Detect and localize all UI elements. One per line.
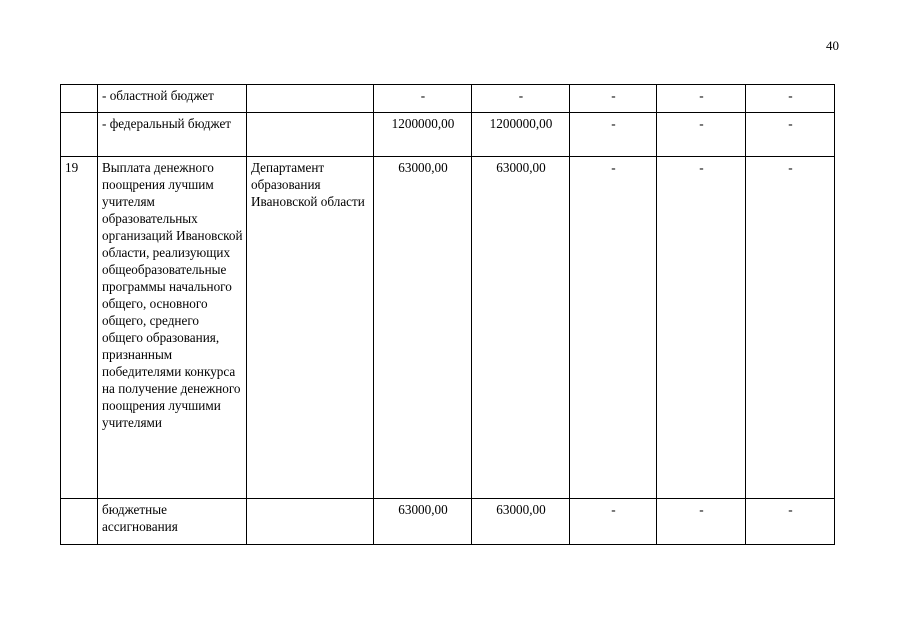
row-name: бюджетные ассигнования (98, 499, 247, 545)
row-value: 63000,00 (374, 499, 472, 545)
row-value: - (746, 157, 835, 499)
row-value: - (570, 157, 657, 499)
table-row (61, 113, 835, 157)
row-value: - (746, 85, 835, 113)
row-number: 19 (61, 157, 98, 499)
row-number (61, 85, 98, 113)
row-value: - (472, 85, 570, 113)
row-value: - (570, 85, 657, 113)
row-name: Выплата денежного поощрения лучшим учителям образовательных организаций Ивановской области, реализующих общеобразовательные программы начального общего, основного общего, среднего общего образования, признанным победителями конкурса на получение денежного поощрения лучшими учителями (98, 157, 247, 499)
row-value: 63000,00 (374, 157, 472, 499)
row-name: - областной бюджет (98, 85, 247, 113)
table-row (61, 85, 835, 113)
row-executor (247, 85, 374, 113)
row-value: - (746, 113, 835, 157)
row-name: - федеральный бюджет (98, 113, 247, 157)
row-value: 63000,00 (472, 499, 570, 545)
row-executor: Департамент образования Ивановской области (247, 157, 374, 499)
row-executor (247, 499, 374, 545)
row-value: 1200000,00 (472, 113, 570, 157)
row-number (61, 113, 98, 157)
row-value: - (570, 499, 657, 545)
row-value: - (657, 157, 746, 499)
row-number (61, 499, 98, 545)
page-number: 40 (826, 38, 839, 53)
table-row (61, 157, 835, 499)
budget-table (60, 84, 835, 545)
row-value: 1200000,00 (374, 113, 472, 157)
row-executor (247, 113, 374, 157)
row-value: - (657, 499, 746, 545)
row-value: - (570, 113, 657, 157)
row-value: - (374, 85, 472, 113)
row-value: - (657, 85, 746, 113)
row-value: 63000,00 (472, 157, 570, 499)
table-row (61, 499, 835, 545)
row-value: - (657, 113, 746, 157)
row-value: - (746, 499, 835, 545)
